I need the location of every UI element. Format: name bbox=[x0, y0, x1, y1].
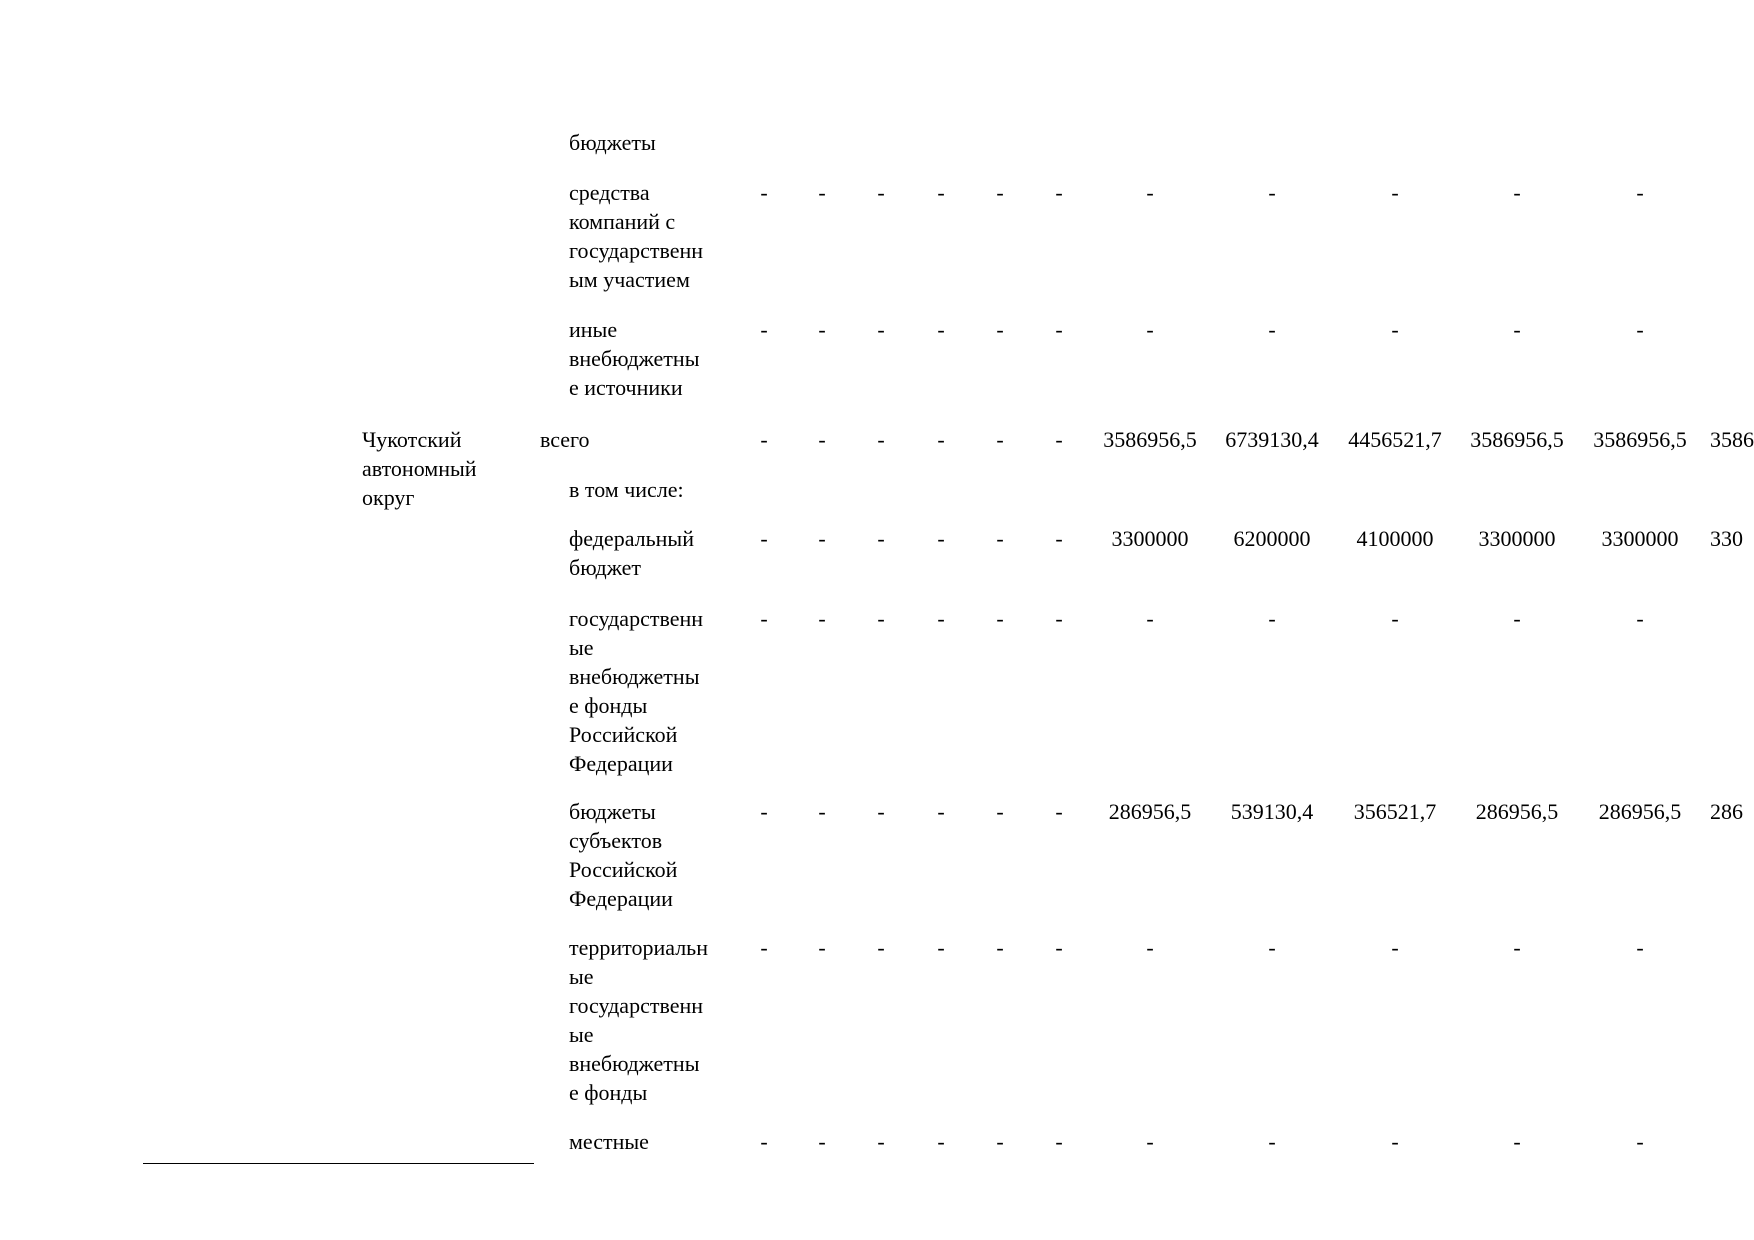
row-label-line: Российской bbox=[569, 857, 678, 882]
table-cell: 3300000 bbox=[1111, 526, 1189, 551]
table-cell: - bbox=[1636, 935, 1644, 960]
table-cell: - bbox=[1146, 1129, 1154, 1154]
row-label-line: е источники bbox=[569, 375, 683, 400]
table-cell: - bbox=[760, 526, 768, 551]
table-cell: - bbox=[760, 317, 768, 342]
table-cell: - bbox=[996, 606, 1004, 631]
row-label-line: внебюджетны bbox=[569, 1051, 700, 1076]
row-label bbox=[569, 178, 734, 294]
table-cell: - bbox=[996, 526, 1004, 551]
table-cell: - bbox=[1055, 799, 1063, 824]
row-label-line: государственн bbox=[569, 238, 704, 263]
table-cell: - bbox=[1055, 606, 1063, 631]
table-cell: - bbox=[1636, 180, 1644, 205]
top-label bbox=[569, 128, 734, 157]
table-cell: - bbox=[877, 1129, 885, 1154]
table-cell: 330 bbox=[1710, 526, 1743, 551]
region-name-line: Чукотский bbox=[362, 427, 462, 452]
table-cell: 3300000 bbox=[1601, 526, 1679, 551]
row-label bbox=[569, 1127, 734, 1156]
table-cell: - bbox=[1268, 1129, 1276, 1154]
table-cell: 6739130,4 bbox=[1225, 427, 1319, 452]
region-name-line: автономный bbox=[362, 456, 477, 481]
table-cell: 3586956,5 bbox=[1470, 427, 1564, 452]
table-cell: - bbox=[937, 606, 945, 631]
footnote-separator bbox=[143, 1163, 534, 1164]
row-label-line: государственн bbox=[569, 993, 704, 1018]
table-cell: - bbox=[877, 935, 885, 960]
table-cell: - bbox=[1055, 1129, 1063, 1154]
table-cell: - bbox=[937, 427, 945, 452]
table-cell: 3586956,5 bbox=[1593, 427, 1687, 452]
row-label-line: е фонды bbox=[569, 693, 648, 718]
table-cell: - bbox=[1268, 180, 1276, 205]
table-cell: - bbox=[1055, 526, 1063, 551]
row-label-line: бюджеты bbox=[569, 799, 656, 824]
row-label-line: Российской bbox=[569, 722, 678, 747]
table-cell: - bbox=[877, 799, 885, 824]
region-name bbox=[362, 425, 477, 512]
row-label-line: федеральный bbox=[569, 526, 694, 551]
table-cell: - bbox=[996, 317, 1004, 342]
table-cell: - bbox=[760, 427, 768, 452]
table-cell: 286956,5 bbox=[1475, 799, 1559, 824]
table-cell: - bbox=[877, 317, 885, 342]
table-cell: 4100000 bbox=[1356, 526, 1434, 551]
table-cell: - bbox=[996, 799, 1004, 824]
row-label-line: местные bbox=[569, 1129, 649, 1154]
row-label-line: ые bbox=[569, 1022, 594, 1047]
row-label-line: ым участием bbox=[569, 267, 690, 292]
table-cell: - bbox=[877, 427, 885, 452]
row-label-line: субъектов bbox=[569, 828, 663, 853]
table-cell: - bbox=[937, 799, 945, 824]
table-cell: - bbox=[937, 935, 945, 960]
table-cell: - bbox=[1513, 180, 1521, 205]
table-cell: - bbox=[877, 180, 885, 205]
table-cell: - bbox=[937, 180, 945, 205]
row-label bbox=[569, 315, 734, 402]
table-cell: - bbox=[1391, 1129, 1399, 1154]
row-label bbox=[569, 933, 734, 1107]
row-label-line: внебюджетны bbox=[569, 664, 700, 689]
table-cell: 3586956,5 bbox=[1103, 427, 1197, 452]
table-cell: - bbox=[1055, 180, 1063, 205]
table-cell: - bbox=[1146, 317, 1154, 342]
table-cell: - bbox=[818, 606, 826, 631]
table-cell: - bbox=[1268, 606, 1276, 631]
table-cell: - bbox=[877, 526, 885, 551]
row-label bbox=[569, 604, 734, 778]
table-cell: - bbox=[877, 606, 885, 631]
table-cell: - bbox=[760, 180, 768, 205]
table-cell: 286956,5 bbox=[1108, 799, 1192, 824]
table-cell: 286 bbox=[1710, 799, 1743, 824]
table-cell: - bbox=[1146, 935, 1154, 960]
table-cell: - bbox=[1513, 935, 1521, 960]
table-cell: - bbox=[760, 799, 768, 824]
table-cell: - bbox=[1055, 935, 1063, 960]
row-label bbox=[569, 797, 734, 913]
row-label-line: ые bbox=[569, 964, 594, 989]
table-cell: 356521,7 bbox=[1353, 799, 1437, 824]
table-cell: - bbox=[1636, 1129, 1644, 1154]
table-cell: - bbox=[818, 317, 826, 342]
table-cell: - bbox=[818, 799, 826, 824]
table-cell: - bbox=[996, 180, 1004, 205]
table-cell: - bbox=[937, 1129, 945, 1154]
table-cell: - bbox=[1391, 180, 1399, 205]
table-cell: 4456521,7 bbox=[1348, 427, 1442, 452]
table-cell: - bbox=[1513, 317, 1521, 342]
row-label-line: бюджет bbox=[569, 555, 641, 580]
table-cell: - bbox=[1636, 317, 1644, 342]
table-cell: - bbox=[760, 935, 768, 960]
table-cell: - bbox=[996, 1129, 1004, 1154]
table-cell: - bbox=[1391, 317, 1399, 342]
table-cell: - bbox=[1055, 427, 1063, 452]
row-label-line: средства bbox=[569, 180, 650, 205]
table-cell: - bbox=[1268, 317, 1276, 342]
row-label-line: территориальн bbox=[569, 935, 708, 960]
table-cell: - bbox=[1513, 606, 1521, 631]
row-label-line: Федерации bbox=[569, 751, 673, 776]
table-cell: - bbox=[996, 427, 1004, 452]
table-cell: - bbox=[1055, 317, 1063, 342]
table-cell: - bbox=[996, 935, 1004, 960]
row-label-line: е фонды bbox=[569, 1080, 648, 1105]
table-cell: - bbox=[760, 606, 768, 631]
row-label-line: внебюджетны bbox=[569, 346, 700, 371]
row-label-line: компаний с bbox=[569, 209, 676, 234]
table-cell: 539130,4 bbox=[1230, 799, 1314, 824]
row-label-line: государственн bbox=[569, 606, 704, 631]
table-cell: - bbox=[760, 1129, 768, 1154]
table-cell: - bbox=[937, 526, 945, 551]
table-cell: - bbox=[1146, 180, 1154, 205]
incl-label: в том числе: bbox=[569, 477, 684, 502]
table-cell: - bbox=[818, 935, 826, 960]
table-cell: - bbox=[818, 1129, 826, 1154]
top-label-text: бюджеты bbox=[569, 130, 656, 155]
row-label bbox=[569, 524, 734, 582]
table-cell: - bbox=[1146, 606, 1154, 631]
total-label: всего bbox=[540, 427, 590, 452]
table-cell: - bbox=[1513, 1129, 1521, 1154]
row-label-line: ые bbox=[569, 635, 594, 660]
table-cell: 3586 bbox=[1710, 427, 1754, 452]
table-cell: 6200000 bbox=[1233, 526, 1311, 551]
region-name-line: округ bbox=[362, 485, 415, 510]
row-label-line: Федерации bbox=[569, 886, 673, 911]
table-cell: - bbox=[1391, 606, 1399, 631]
table-cell: - bbox=[818, 427, 826, 452]
table-cell: - bbox=[937, 317, 945, 342]
table-cell: - bbox=[818, 180, 826, 205]
table-cell: - bbox=[1391, 935, 1399, 960]
table-cell: - bbox=[1268, 935, 1276, 960]
table-cell: - bbox=[818, 526, 826, 551]
table-cell: - bbox=[1636, 606, 1644, 631]
table-cell: 286956,5 bbox=[1598, 799, 1682, 824]
row-label-line: иные bbox=[569, 317, 618, 342]
table-cell: 3300000 bbox=[1478, 526, 1556, 551]
